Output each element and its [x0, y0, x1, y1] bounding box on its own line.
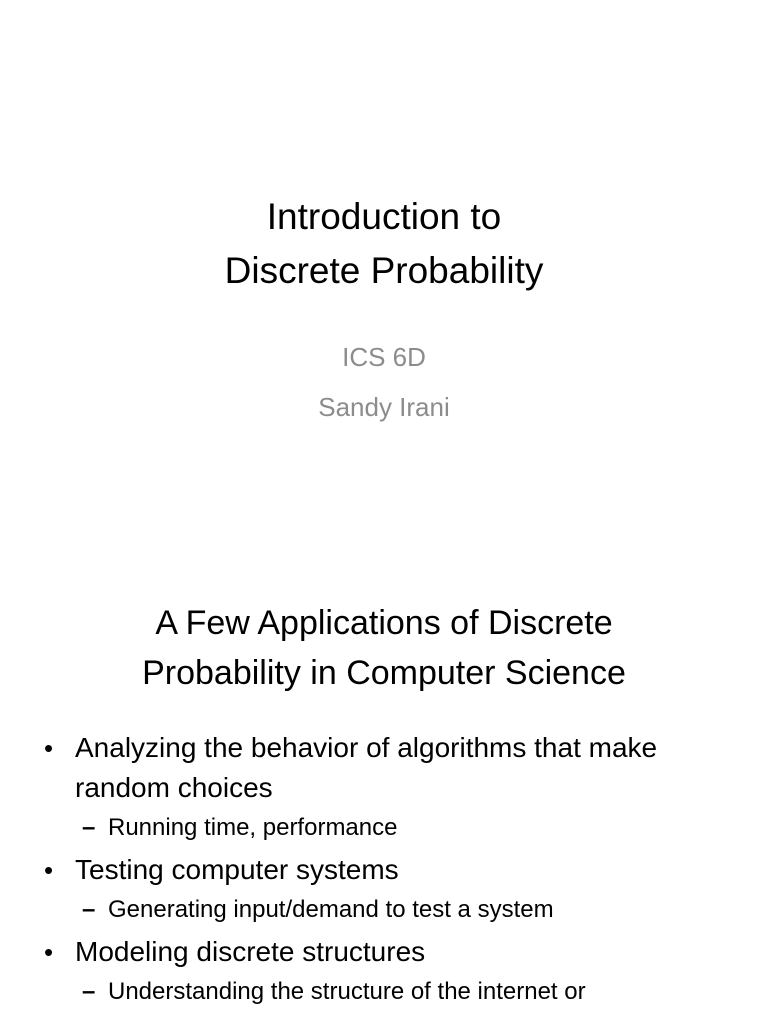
bullet-item — [44, 932, 744, 1008]
sub-bullet-text: Generating input/demand to test a system — [108, 896, 554, 923]
course-name: ICS 6D — [342, 342, 426, 372]
slide-subtitle — [0, 332, 768, 432]
applications-slide — [0, 560, 768, 1024]
slide-title-line-1: Introduction to — [266, 196, 502, 237]
slide-title-line-2: Probability in Computer Science — [142, 654, 626, 692]
bullet-text: Testing computer systems — [75, 854, 399, 885]
bullet-list — [44, 728, 744, 1014]
bullet-item — [44, 850, 744, 926]
slide-title — [0, 190, 768, 298]
bullet-item — [44, 728, 744, 844]
sub-bullet-text: Understanding the structure of the internet or — [108, 978, 586, 1005]
bullet-marker: • — [44, 855, 54, 885]
author-name: Sandy Irani — [318, 392, 450, 422]
slide-title-line-1: A Few Applications of Discrete — [155, 604, 613, 642]
bullet-text: Analyzing the behavior of algorithms that make random choices — [75, 732, 658, 803]
dash-marker: – — [82, 896, 96, 923]
slide-title-line-2: Discrete Probability — [224, 250, 544, 291]
dash-marker: – — [82, 978, 96, 1005]
bullet-marker: • — [44, 937, 54, 967]
bullet-text: Modeling discrete structures — [75, 936, 426, 967]
sub-bullet-text: Running time, performance — [108, 814, 398, 841]
dash-marker: – — [82, 814, 96, 841]
bullet-marker: • — [44, 733, 54, 763]
slide-title — [0, 598, 768, 698]
